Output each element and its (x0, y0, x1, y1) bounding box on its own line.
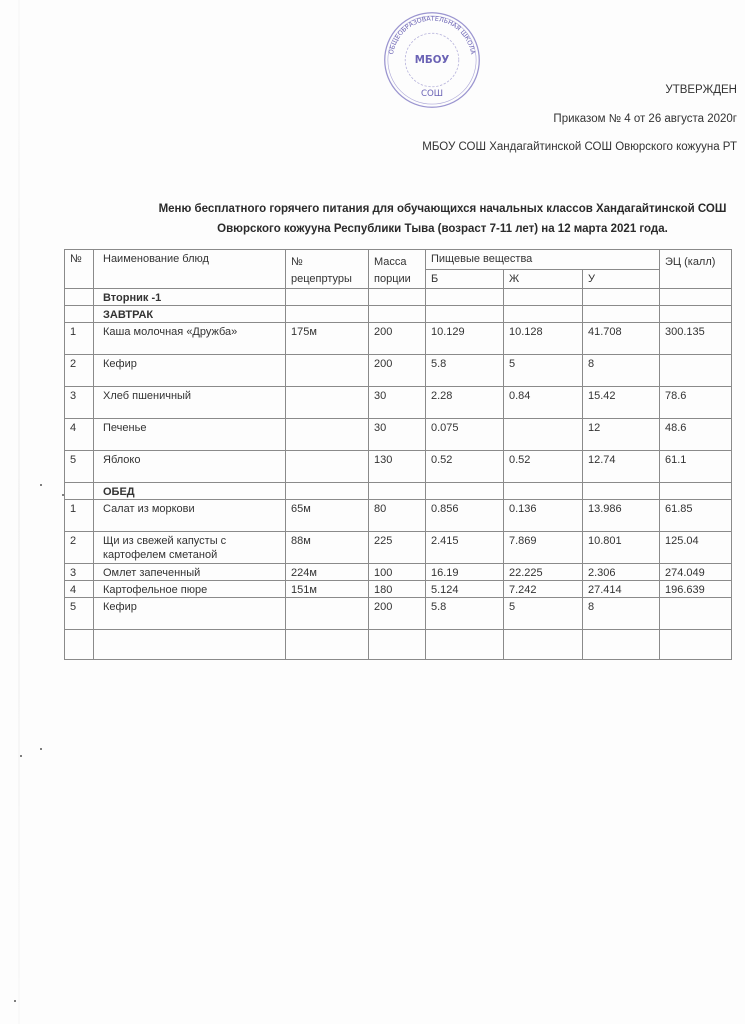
cell-b: 5.124 (426, 581, 504, 598)
cell-recipe (286, 598, 369, 630)
cell-name: Картофельное пюре (94, 581, 286, 598)
cell-mass: 200 (369, 598, 426, 630)
empty-cell (94, 630, 286, 660)
cell-name: Омлет запеченный (94, 564, 286, 581)
cell-zh: 0.136 (504, 500, 583, 532)
cell-energy: 48.6 (660, 419, 732, 451)
scan-speck (40, 748, 42, 750)
cell-zh: 22.225 (504, 564, 583, 581)
header-recipe: № рецепртуры (286, 250, 369, 289)
empty-cell (286, 483, 369, 500)
empty-cell (369, 289, 426, 306)
cell-mass: 200 (369, 355, 426, 387)
cell-energy: 61.1 (660, 451, 732, 483)
table-row (65, 564, 732, 581)
cell-num: 3 (65, 387, 94, 419)
cell-energy (660, 598, 732, 630)
cell-b: 5.8 (426, 355, 504, 387)
empty-cell (583, 306, 660, 323)
table-row (65, 451, 732, 483)
section-row (65, 306, 732, 323)
cell-zh: 0.84 (504, 387, 583, 419)
empty-cell (65, 630, 94, 660)
cell-energy: 125.04 (660, 532, 732, 564)
menu-table (64, 249, 732, 660)
cell-recipe (286, 419, 369, 451)
approval-organization: МБОУ СОШ Хандагайтинской СОШ Овюрского кожууна РТ (422, 141, 737, 153)
cell-name: Каша молочная «Дружба» (94, 323, 286, 355)
cell-u: 41.708 (583, 323, 660, 355)
cell-energy: 274.049 (660, 564, 732, 581)
cell-num: 1 (65, 500, 94, 532)
cell-num: 2 (65, 532, 94, 564)
table-row (65, 387, 732, 419)
cell-u: 27.414 (583, 581, 660, 598)
approval-status: УТВЕРЖДЕН (665, 84, 737, 96)
cell-zh (504, 419, 583, 451)
cell-recipe (286, 355, 369, 387)
section-label: ЗАВТРАК (94, 306, 286, 323)
cell-energy: 61.85 (660, 500, 732, 532)
empty-cell (369, 306, 426, 323)
cell-u: 8 (583, 355, 660, 387)
cell-b: 2.415 (426, 532, 504, 564)
cell-u: 13.986 (583, 500, 660, 532)
empty-cell (660, 483, 732, 500)
header-u: У (583, 269, 660, 289)
empty-cell (65, 289, 94, 306)
stamp-outer-text: ОБЩЕОБРАЗОВАТЕЛЬНАЯ ШКОЛА (387, 15, 477, 56)
cell-u: 8 (583, 598, 660, 630)
cell-name: Печенье (94, 419, 286, 451)
empty-cell (660, 306, 732, 323)
cell-name: Салат из моркови (94, 500, 286, 532)
cell-mass: 200 (369, 323, 426, 355)
section-label: ОБЕД (94, 483, 286, 500)
cell-mass: 30 (369, 419, 426, 451)
stamp-center-text: МБОУ (414, 54, 450, 67)
cell-recipe (286, 451, 369, 483)
scan-speck (20, 755, 22, 757)
cell-recipe: 151м (286, 581, 369, 598)
cell-num: 5 (65, 598, 94, 630)
empty-cell (286, 289, 369, 306)
cell-b: 0.075 (426, 419, 504, 451)
cell-mass: 100 (369, 564, 426, 581)
table-row (65, 581, 732, 598)
table-header-row-1 (65, 250, 732, 270)
cell-zh: 5 (504, 598, 583, 630)
document-title-line2: Овюрского кожууна Республики Тыва (возраст 7-11 лет) на 12 марта 2021 года. (217, 223, 668, 235)
empty-cell (504, 306, 583, 323)
cell-recipe: 88м (286, 532, 369, 564)
cell-b: 5.8 (426, 598, 504, 630)
cell-u: 10.801 (583, 532, 660, 564)
approval-order: Приказом № 4 от 26 августа 2020г (553, 113, 737, 125)
cell-name: Хлеб пшеничный (94, 387, 286, 419)
cell-u: 12 (583, 419, 660, 451)
empty-cell (583, 483, 660, 500)
cell-b: 10.129 (426, 323, 504, 355)
cell-mass: 130 (369, 451, 426, 483)
table-row (65, 598, 732, 630)
header-num: № (65, 250, 94, 289)
cell-mass: 30 (369, 387, 426, 419)
cell-name: Щи из свежей капусты с картофелем сметаной (94, 532, 286, 564)
table-row (65, 419, 732, 451)
cell-name: Яблоко (94, 451, 286, 483)
cell-num: 2 (65, 355, 94, 387)
cell-zh: 10.128 (504, 323, 583, 355)
cell-b: 0.856 (426, 500, 504, 532)
empty-cell (426, 630, 504, 660)
cell-b: 2.28 (426, 387, 504, 419)
empty-cell (286, 630, 369, 660)
header-zh: Ж (504, 269, 583, 289)
cell-zh: 7.869 (504, 532, 583, 564)
header-nutrients: Пищевые вещества (426, 250, 660, 270)
empty-cell (426, 483, 504, 500)
stamp-lower-text: СОШ (420, 89, 444, 100)
cell-num: 4 (65, 581, 94, 598)
empty-cell (660, 630, 732, 660)
header-name: Наименование блюд (94, 250, 286, 289)
cell-recipe: 175м (286, 323, 369, 355)
scan-edge-shadow (18, 0, 20, 1024)
header-energy: ЭЦ (калл) (660, 250, 732, 289)
scan-speck (40, 484, 42, 486)
cell-mass: 180 (369, 581, 426, 598)
cell-energy: 300.135 (660, 323, 732, 355)
empty-cell (65, 483, 94, 500)
day-row (65, 289, 732, 306)
empty-cell (504, 630, 583, 660)
cell-num: 1 (65, 323, 94, 355)
empty-cell (504, 289, 583, 306)
cell-recipe: 224м (286, 564, 369, 581)
cell-b: 0.52 (426, 451, 504, 483)
cell-name: Кефир (94, 355, 286, 387)
table-row (65, 323, 732, 355)
scan-speck (14, 1000, 16, 1002)
table-row (65, 500, 732, 532)
cell-b: 16.19 (426, 564, 504, 581)
empty-cell (426, 289, 504, 306)
empty-cell (426, 306, 504, 323)
cell-u: 2.306 (583, 564, 660, 581)
empty-cell (583, 289, 660, 306)
cell-num: 4 (65, 419, 94, 451)
cell-energy: 78.6 (660, 387, 732, 419)
table-row (65, 532, 732, 564)
cell-u: 15.42 (583, 387, 660, 419)
cell-energy: 196.639 (660, 581, 732, 598)
empty-cell (583, 630, 660, 660)
cell-num: 5 (65, 451, 94, 483)
empty-cell (369, 630, 426, 660)
cell-mass: 80 (369, 500, 426, 532)
cell-u: 12.74 (583, 451, 660, 483)
table-row (65, 355, 732, 387)
cell-energy (660, 355, 732, 387)
section-row (65, 483, 732, 500)
cell-zh: 5 (504, 355, 583, 387)
day-label: Вторник -1 (94, 289, 286, 306)
document-title-line1: Меню бесплатного горячего питания для обучающихся начальных классов Хандагайтинской СОШ (158, 203, 727, 215)
empty-cell (65, 306, 94, 323)
cell-recipe: 65м (286, 500, 369, 532)
cell-zh: 7.242 (504, 581, 583, 598)
header-b: Б (426, 269, 504, 289)
cell-recipe (286, 387, 369, 419)
cell-mass: 225 (369, 532, 426, 564)
header-mass: Масса порции (369, 250, 426, 289)
cell-zh: 0.52 (504, 451, 583, 483)
empty-row (65, 630, 732, 660)
cell-name: Кефир (94, 598, 286, 630)
empty-cell (660, 289, 732, 306)
official-stamp-icon (380, 8, 484, 112)
empty-cell (286, 306, 369, 323)
cell-num: 3 (65, 564, 94, 581)
empty-cell (369, 483, 426, 500)
empty-cell (504, 483, 583, 500)
